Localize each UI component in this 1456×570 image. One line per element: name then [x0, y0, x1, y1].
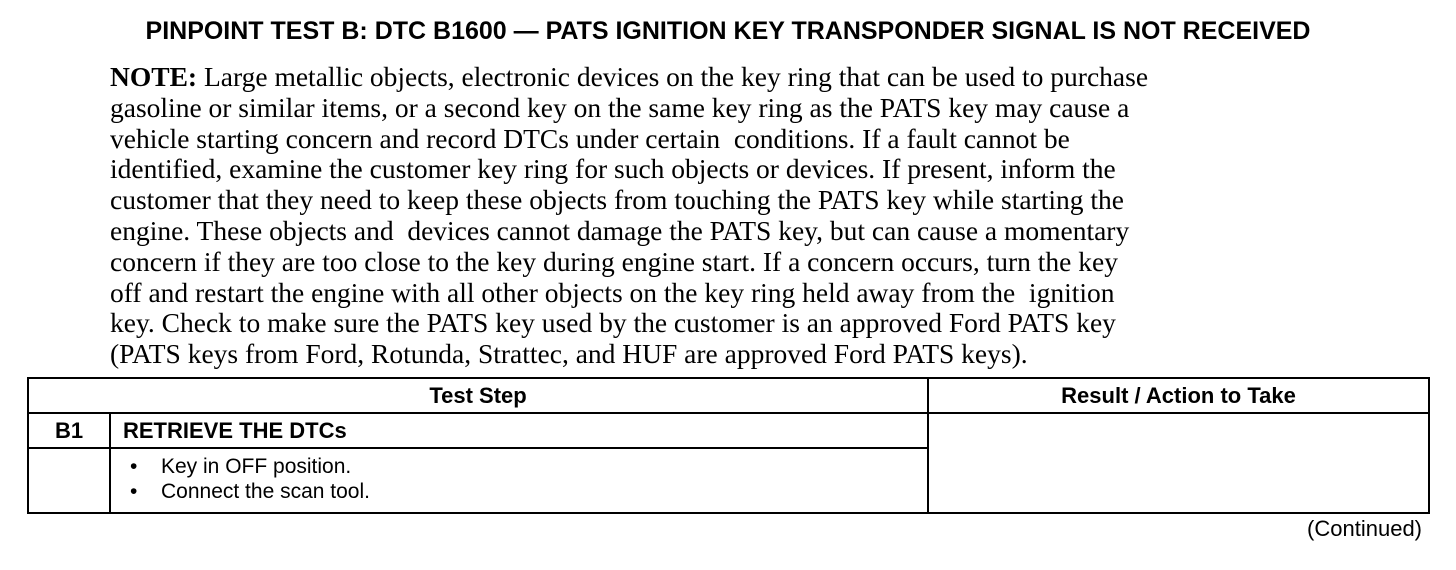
step-number: B1 — [28, 413, 110, 448]
table-row — [28, 413, 1429, 448]
note-line: (PATS keys from Ford, Rotunda, Strattec, and HUF are approved Ford PATS keys). — [110, 338, 1028, 370]
instruction-text: Key in OFF position. — [161, 455, 352, 478]
header-result-action: Result / Action to Take — [928, 378, 1429, 413]
step-title: RETRIEVE THE DTCs — [110, 413, 928, 448]
step-instructions — [110, 448, 928, 513]
note-line: identified, examine the customer key ring for such objects or devices. If present, inform the — [110, 153, 1116, 185]
note-line: gasoline or similar items, or a second key on the same key ring as the PATS key may cause a — [110, 91, 1130, 123]
instruction-list — [111, 454, 927, 504]
note-line — [110, 62, 1325, 93]
step-number-spacer — [28, 448, 110, 513]
instruction-text: Connect the scan tool. — [161, 480, 370, 503]
note-line-text: Large metallic objects, electronic devices on the key ring that can be used to purchase — [197, 61, 1149, 92]
note-line: vehicle starting concern and record DTCs under certain conditions. If a fault cannot be — [110, 122, 1070, 154]
list-item — [125, 479, 927, 504]
bullet-icon: • — [130, 455, 138, 478]
step-result-cell — [928, 413, 1429, 513]
bullet-icon: • — [130, 480, 138, 503]
header-test-step: Test Step — [28, 378, 928, 413]
table-header-row — [28, 378, 1429, 413]
note-line: concern if they are too close to the key during engine start. If a concern occurs, turn the key — [110, 245, 1118, 277]
note-line: engine. These objects and devices cannot damage the PATS key, but can cause a momentary — [110, 214, 1130, 246]
note-line: key. Check to make sure the PATS key used by the customer is an approved Ford PATS key — [110, 307, 1116, 339]
note-label: NOTE: — [110, 61, 198, 92]
continued-label: (Continued) — [1307, 516, 1422, 541]
list-item — [125, 454, 927, 479]
page-title: PINPOINT TEST B: DTC B1600 — PATS IGNITION KEY TRANSPONDER SIGNAL IS NOT RECEIVED — [145, 17, 1311, 45]
note-line: customer that they need to keep these objects from touching the PATS key while starting the — [110, 184, 1124, 216]
note-line: off and restart the engine with all other objects on the key ring held away from the ignition — [110, 276, 1115, 308]
test-step-table — [27, 377, 1430, 514]
note-paragraph — [110, 62, 1325, 370]
